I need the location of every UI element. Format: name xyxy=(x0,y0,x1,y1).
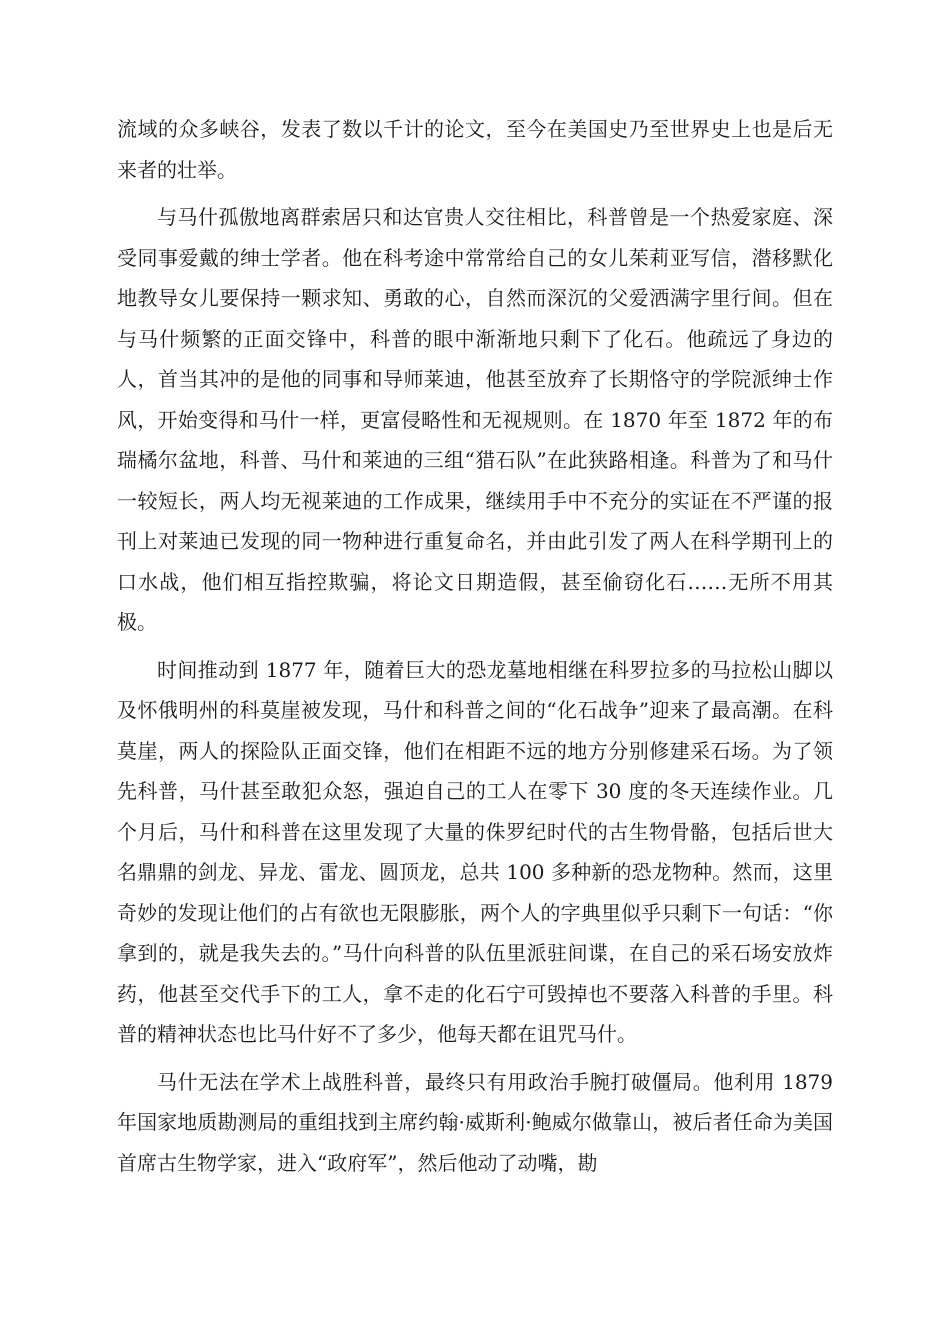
body-text xyxy=(117,109,833,1183)
paragraph-continued: 流域的众多峡谷，发表了数以千计的论文，至今在美国史乃至世界史上也是后无来者的壮举。 xyxy=(117,117,833,182)
paragraph-fossil-war-climax: 时间推动到 1877 年，随着巨大的恐龙墓地相继在科罗拉多的马拉松山脚以及怀俄明州的科莫崖被发现，马什和科普之间的“化石战争”迎来了最高潮。在科莫崖，两人的探险队正面交锋，他们在相距不远的地方分别修建采石场。为了领先科普，马什甚至敢犯众怒，强迫自己的工人在零下 30 度的冬天连续作业。几个月后，马什和科普在这里发现了大量的侏罗纪时代的古生物骨骼，包括后世大名鼎鼎的剑龙、异龙、雷龙、圆顶龙，总共 100 多种新的恐龙物种。然而，这里奇妙的发现让他们的占有欲也无限膨胀，两个人的字典里似乎只剩下一句话：“你拿到的，就是我失去的。”马什向科普的队伍里派驻间谍，在自己的采石场安放炸药，他甚至交代手下的工人，拿不走的化石宁可毁掉也不要落入科普的手里。科普的精神状态也比马什好不了多少，他每天都在诅咒马什。 xyxy=(117,657,833,1046)
paragraph-cope-marsh-rivalry: 与马什孤傲地离群索居只和达官贵人交往相比，科普曾是一个热爱家庭、深受同事爱戴的绅士学者。他在科考途中常常给自己的女儿茱莉亚写信，潜移默化地教导女儿要保持一颗求知、勇敢的心，自然而深沉的父爱洒满字里行间。但在与马什频繁的正面交锋中，科普的眼中渐渐地只剩下了化石。他疏远了身边的人，首当其冲的是他的同事和导师莱迪，他甚至放弃了长期恪守的学院派绅士作风，开始变得和马什一样，更富侵略性和无视规则。在 1870 年至 1872 年的布瑞橘尔盆地，科普、马什和莱迪的三组“猎石队”在此狭路相逢。科普为了和马什一较短长，两人均无视莱迪的工作成果，继续用手中不充分的实证在不严谨的报刊上对莱迪已发现的同一物种进行重复命名，并由此引发了两人在科学期刊上的口水战，他们相互指控欺骗，将论文日期造假，甚至偷窃化石……无所不用其极。 xyxy=(117,205,833,634)
paragraph-political-maneuver: 马什无法在学术上战胜科普，最终只有用政治手腕打破僵局。他利用 1879 年国家地质勘测局的重组找到主席约翰·威斯利·鲍威尔做靠山，被后者任命为美国首席古生物学家，进入“政府军”，然后他动了动嘴，勘 xyxy=(117,1069,833,1175)
